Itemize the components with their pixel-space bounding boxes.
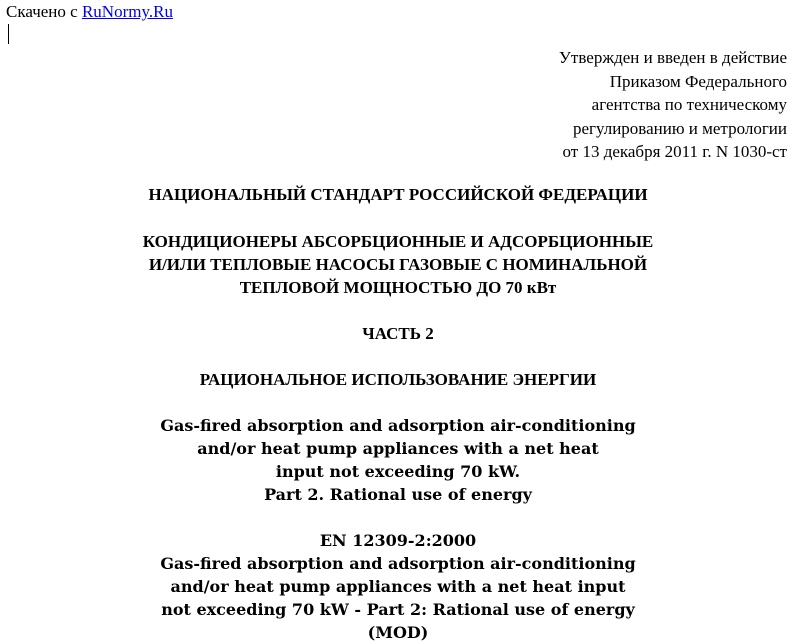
en-reference: [0, 529, 794, 644]
download-source-line: [6, 2, 173, 22]
approval-block: [559, 46, 787, 164]
english-title-line: Gas-fired absorption and adsorption air-conditioning: [160, 416, 636, 435]
english-title: [0, 414, 794, 506]
approval-line: Утвержден и введен в действие: [558, 48, 787, 67]
approval-line: регулированию и метрологии: [572, 118, 787, 138]
part-number: ЧАСТЬ 2: [362, 324, 434, 343]
text-cursor: [8, 24, 9, 44]
en-reference-line: and/or heat pump appliances with a net heat input: [170, 577, 626, 596]
subject-title-line: ТЕПЛОВОЙ МОЩНОСТЬЮ ДО 70 кВт: [239, 278, 557, 297]
subject-title-line: И/ИЛИ ТЕПЛОВЫЕ НАСОСЫ ГАЗОВЫЕ С НОМИНАЛЬНОЙ: [148, 255, 648, 274]
en-reference-line: Gas-fired absorption and adsorption air-conditioning: [160, 554, 636, 573]
en-code: EN 12309-2:2000: [319, 531, 477, 550]
en-reference-line: (MOD): [367, 623, 429, 642]
english-title-line: and/or heat pump appliances with a net heat: [197, 439, 599, 458]
standard-title: НАЦИОНАЛЬНЫЙ СТАНДАРТ РОССИЙСКОЙ ФЕДЕРАЦИИ: [148, 185, 648, 204]
english-title-line: Part 2. Rational use of energy: [264, 485, 532, 504]
subject-title: [0, 230, 794, 299]
approval-line: Приказом Федерального: [609, 71, 787, 91]
english-title-line: input not exceeding 70 kW.: [275, 462, 521, 481]
approval-line: от 13 декабря 2011 г. N 1030-ст: [562, 142, 787, 161]
source-link[interactable]: RuNormy.Ru: [81, 2, 173, 21]
part-title: РАЦИОНАЛЬНОЕ ИСПОЛЬЗОВАНИЕ ЭНЕРГИИ: [199, 370, 597, 389]
downloaded-prefix: Скачено с: [6, 2, 78, 21]
subject-title-line: КОНДИЦИОНЕРЫ АБСОРБЦИОННЫЕ И АДСОРБЦИОННЫЕ: [142, 232, 654, 251]
en-reference-line: not exceeding 70 kW - Part 2: Rational use of energy: [161, 600, 635, 619]
approval-line: агентства по техническому: [591, 95, 787, 114]
